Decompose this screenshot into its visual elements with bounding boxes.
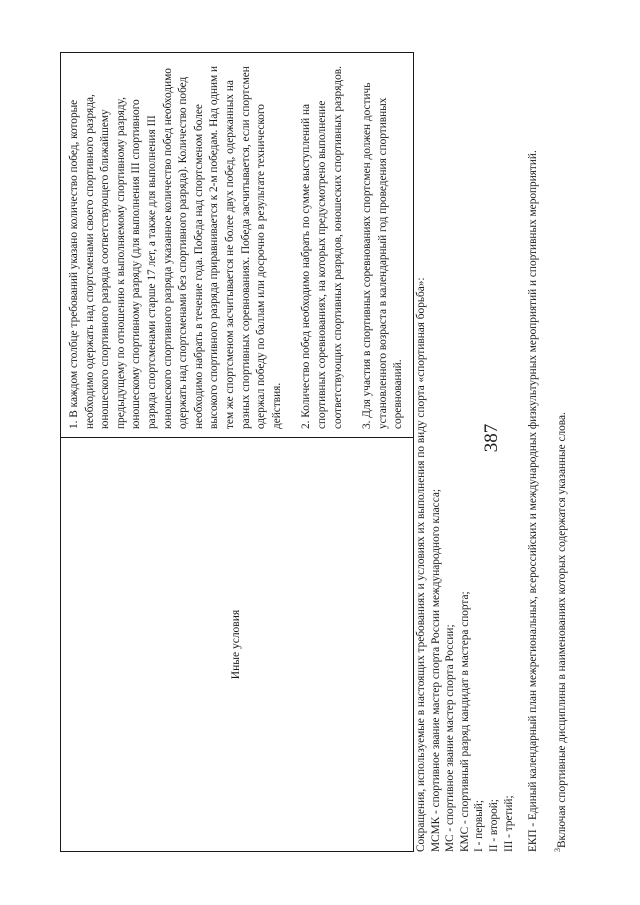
- abbreviation-item: I - первый;: [473, 800, 486, 852]
- ekp-note: ЕКП - Единый календарный план межрегиональных, всероссийских и международных физкультурных мероприятий и спортивных мероприятий.: [527, 150, 540, 852]
- abbreviation-item: III - третий;: [502, 795, 515, 852]
- footnote: [551, 52, 569, 852]
- condition-3: 3. Для участия в спортивных соревнованиях спортсмен должен достичь установленного возраста в календарный год проведения спортивных соревнований.: [361, 82, 405, 429]
- abbreviation-item: КМС - спортивный разряд кандидат в мастера спорта;: [458, 591, 471, 852]
- footnote-mark: 3: [552, 848, 562, 852]
- row-label-cell: [61, 438, 414, 852]
- abbreviation-item: МСМК - спортивное звание мастер спорта России международного класса;: [429, 489, 442, 852]
- abbreviations-header: Сокращения, используемые в настоящих требованиях и условиях их выполнения по виду спорта «спортивная борьба»:: [415, 277, 427, 852]
- conditions-table: [60, 52, 414, 852]
- abbreviations-notes: [414, 52, 569, 852]
- condition-1: 1. В каждом столбце требований указано количество побед, которые необходимо одержать над спортсменами своего спортивного разряда, юношеского спортивного разряда соответствующего ближайшему предыдущему по отношению к выполняемому спортивному разряду, юношескому спортивному разряду (для выполнения III спортивного разряда спортсменами старше 17 лет, а также для выполнения III юношеского спортивного разряда указанное количество побед необходимо одержать над спортсменами без спортивного разряда). Количество побед необходимо набрать в течение года. Победа над спортсменом более высокого спортивного разряда приравнивается к 2-м победам. Над одним и тем же спортсменом засчитывается не более двух побед, одержанных на разных спортивных соревнованиях. Победа засчитывается, если спортсмен одержал победу по баллам или досрочно в результате технического действия.: [68, 65, 283, 429]
- abbreviation-item: МС - спортивное звание мастер спорта России;: [444, 624, 457, 852]
- table-row: [61, 53, 414, 852]
- condition-2: 2. Количество побед необходимо набрать по сумме выступлений на спортивных соревнованиях, на которых предусмотрено выполнение соответствующих спортивных разрядов, юношеских спортивных разрядов.: [300, 66, 344, 429]
- abbreviation-item: II - второй;: [487, 799, 500, 852]
- footnote-text: Включая спортивные дисциплины в наименованиях которых содержатся указанные слова.: [555, 412, 568, 848]
- rotated-document-content: [44, 52, 584, 852]
- page-number: 387: [481, 423, 502, 453]
- conditions-cell: [61, 53, 414, 438]
- row-label: Иные условия: [230, 609, 243, 680]
